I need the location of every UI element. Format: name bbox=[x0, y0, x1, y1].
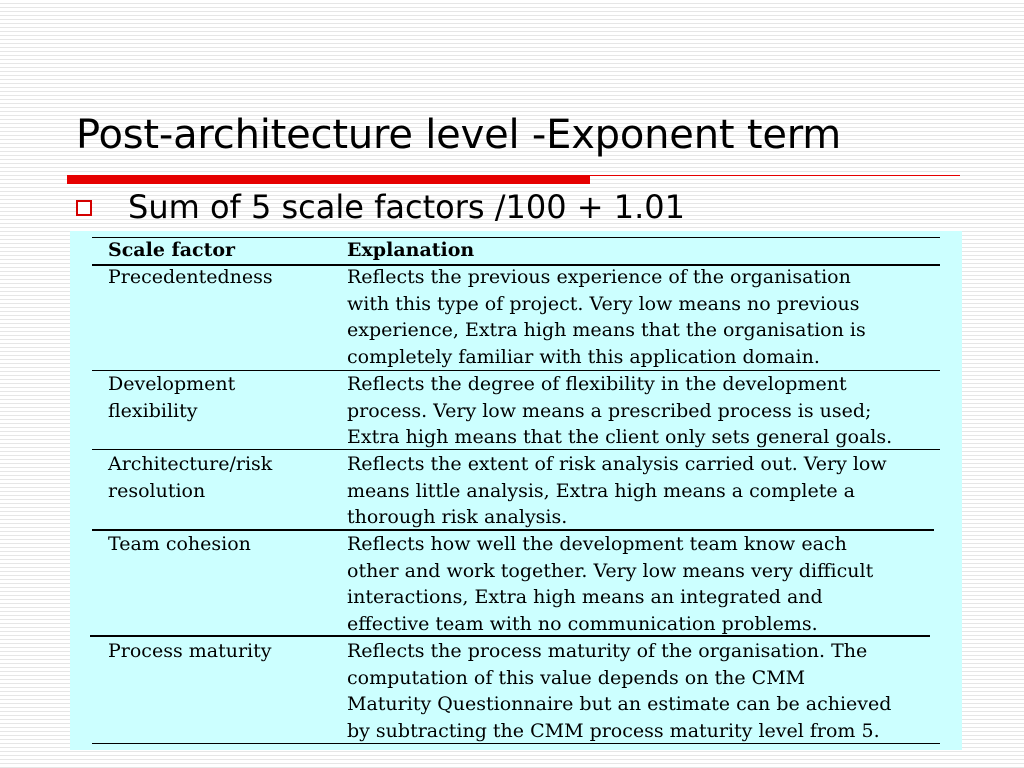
row-explanation-line: Reflects the extent of risk analysis carried out. Very low bbox=[347, 453, 887, 475]
column-header-explanation: Explanation bbox=[347, 239, 475, 261]
row-factor: Precedentedness bbox=[108, 266, 273, 288]
row-explanation-line: other and work together. Very low means very difficult bbox=[347, 559, 874, 582]
row-factor: resolution bbox=[108, 479, 206, 502]
row-explanation-line: Maturity Questionnaire but an estimate can be achieved bbox=[347, 693, 892, 715]
row-factor: flexibility bbox=[108, 399, 198, 422]
row-explanation-line: Extra high means that the client only sets general goals. bbox=[347, 426, 893, 448]
row-explanation-line: with this type of project. Very low means no previous bbox=[347, 292, 860, 315]
row-explanation-line: Reflects how well the development team know each bbox=[347, 533, 847, 555]
table-bottom-rule bbox=[92, 743, 940, 744]
row-explanation-line: computation of this value depends on the CMM bbox=[347, 666, 806, 689]
row-factor: Architecture/risk bbox=[108, 453, 273, 475]
row-explanation-line: completely familiar with this application domain. bbox=[347, 345, 820, 368]
row-explanation-line: experience, Extra high means that the organisation is bbox=[347, 319, 866, 341]
row-explanation-line: Reflects the degree of flexibility in the development bbox=[347, 373, 847, 395]
row-divider bbox=[90, 635, 930, 637]
row-factor: Development bbox=[108, 373, 236, 395]
title-underline-thick bbox=[67, 175, 590, 184]
row-explanation-line: process. Very low means a prescribed process is used; bbox=[347, 399, 872, 422]
row-explanation-line: Reflects the previous experience of the organisation bbox=[347, 266, 851, 288]
row-explanation-line: thorough risk analysis. bbox=[347, 506, 568, 528]
row-explanation-line: Reflects the process maturity of the organisation. The bbox=[347, 640, 868, 662]
row-factor: Team cohesion bbox=[108, 533, 251, 555]
row-explanation-line: means little analysis, Extra high means a complete a bbox=[347, 479, 855, 502]
slide-title: Post-architecture level -Exponent term bbox=[76, 112, 842, 158]
row-factor: Process maturity bbox=[108, 640, 272, 662]
row-divider bbox=[92, 449, 940, 450]
column-header-scale-factor: Scale factor bbox=[108, 239, 236, 261]
title-underline-thin bbox=[590, 175, 960, 176]
scale-factor-table bbox=[70, 231, 962, 750]
row-explanation-line: effective team with no communication problems. bbox=[347, 612, 818, 635]
row-explanation-line: interactions, Extra high means an integrated and bbox=[347, 586, 823, 608]
square-bullet-icon bbox=[76, 200, 92, 216]
row-explanation-line: by subtracting the CMM process maturity level from 5. bbox=[347, 719, 880, 742]
bullet-text: Sum of 5 scale factors /100 + 1.01 bbox=[128, 188, 685, 226]
